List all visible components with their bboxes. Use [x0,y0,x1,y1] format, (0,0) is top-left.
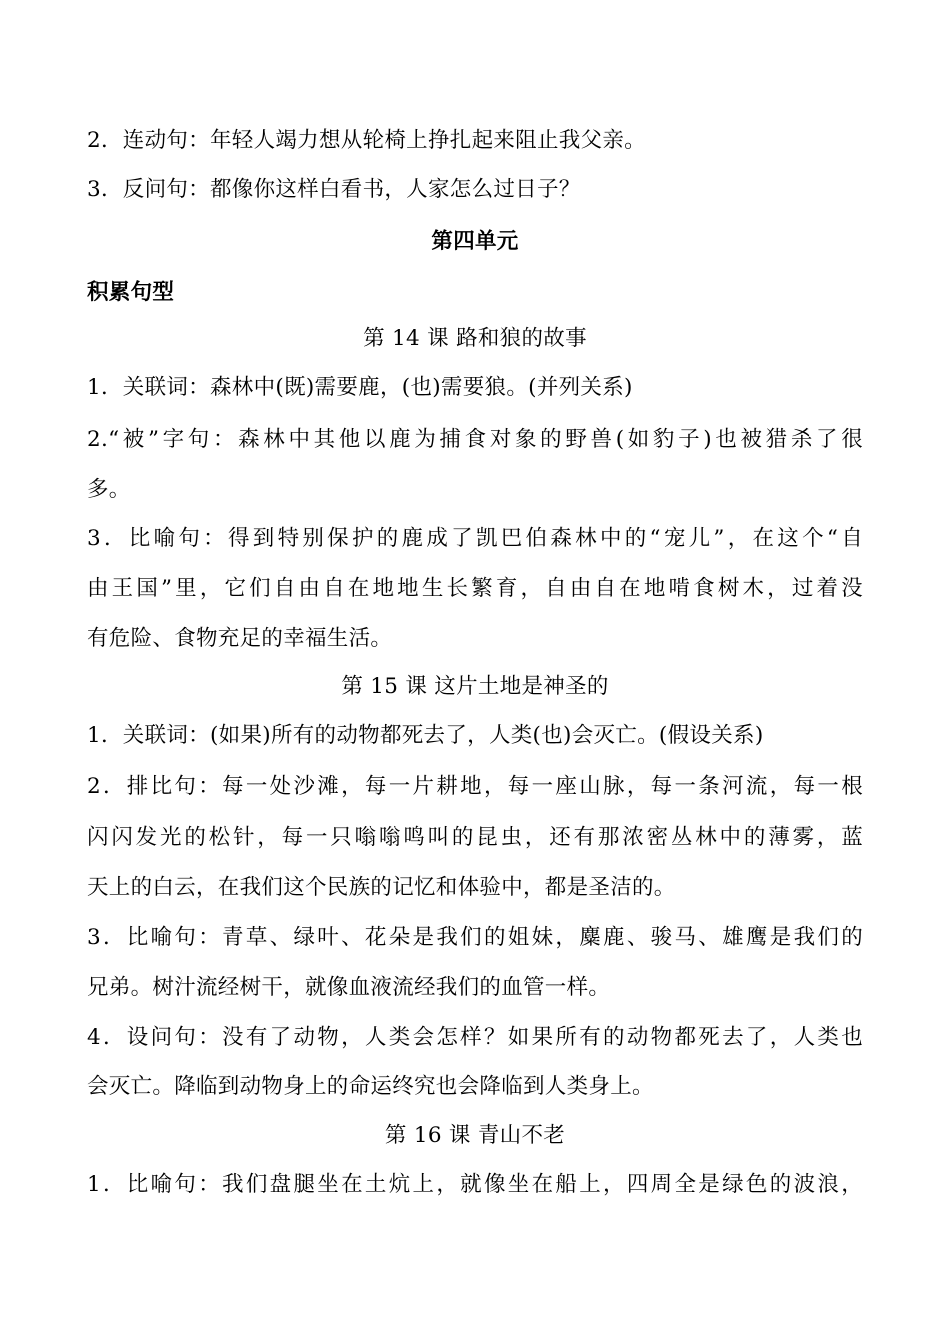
section-heading: 积累句型 [87,280,175,305]
lesson-16-title: 第 16 课 青山不老 [384,1123,566,1148]
prev-item-2: 2．连动句：年轻人竭力想从轮椅上挣扎起来阻止我父亲。 [87,128,646,153]
lesson-14-item-2-line-2: 多。 [87,477,131,502]
lesson-15-item-2-line-1: 2．排比句：每一处沙滩，每一片耕地，每一座山脉，每一条河流，每一根 [87,774,863,799]
lesson-15-item-1: 1．关联词：(如果)所有的动物都死去了，人类(也)会灭亡。(假设关系) [87,723,764,748]
unit-title: 第四单元 [431,229,519,254]
lesson-15-item-4-line-1: 4．设问句：没有了动物，人类会怎样？如果所有的动物都死去了，人类也 [87,1025,863,1050]
lesson-15-item-4-line-2: 会灭亡。降临到动物身上的命运终究也会降临到人类身上。 [87,1074,654,1099]
lesson-16-item-1-line-1: 1．比喻句：我们盘腿坐在土炕上，就像坐在船上，四周全是绿色的波浪， [87,1172,863,1197]
prev-item-3: 3．反问句：都像你这样白看书，人家怎么过日子？ [87,177,581,202]
lesson-14-item-3-line-3: 有危险、食物充足的幸福生活。 [87,626,393,651]
lesson-15-title: 第 15 课 这片土地是神圣的 [341,674,609,699]
lesson-15-item-3-line-2: 兄弟。树汁流经树干，就像血液流经我们的血管一样。 [87,975,611,1000]
lesson-14-item-3-line-1: 3．比喻句：得到特别保护的鹿成了凯巴伯森林中的“宠儿”，在这个“自 [87,526,863,551]
lesson-15-item-2-line-2: 闪闪发光的松针，每一只嗡嗡鸣叫的昆虫，还有那浓密丛林中的薄雾，蓝 [87,825,863,850]
lesson-15-item-2-line-3: 天上的白云，在我们这个民族的记忆和体验中，都是圣洁的。 [87,875,676,900]
lesson-15-item-3-line-1: 3．比喻句：青草、绿叶、花朵是我们的姐妹，麋鹿、骏马、雄鹰是我们的 [87,925,863,950]
lesson-14-item-1: 1．关联词：森林中(既)需要鹿，(也)需要狼。(并列关系) [87,375,633,400]
lesson-14-title: 第 14 课 路和狼的故事 [363,326,587,351]
lesson-14-item-2-line-1: 2.“被”字句：森林中其他以鹿为捕食对象的野兽(如豹子)也被猎杀了很 [87,427,863,452]
lesson-14-item-3-line-2: 由王国”里，它们自由自在地地生长繁育，自由自在地啃食树木，过着没 [87,576,863,601]
